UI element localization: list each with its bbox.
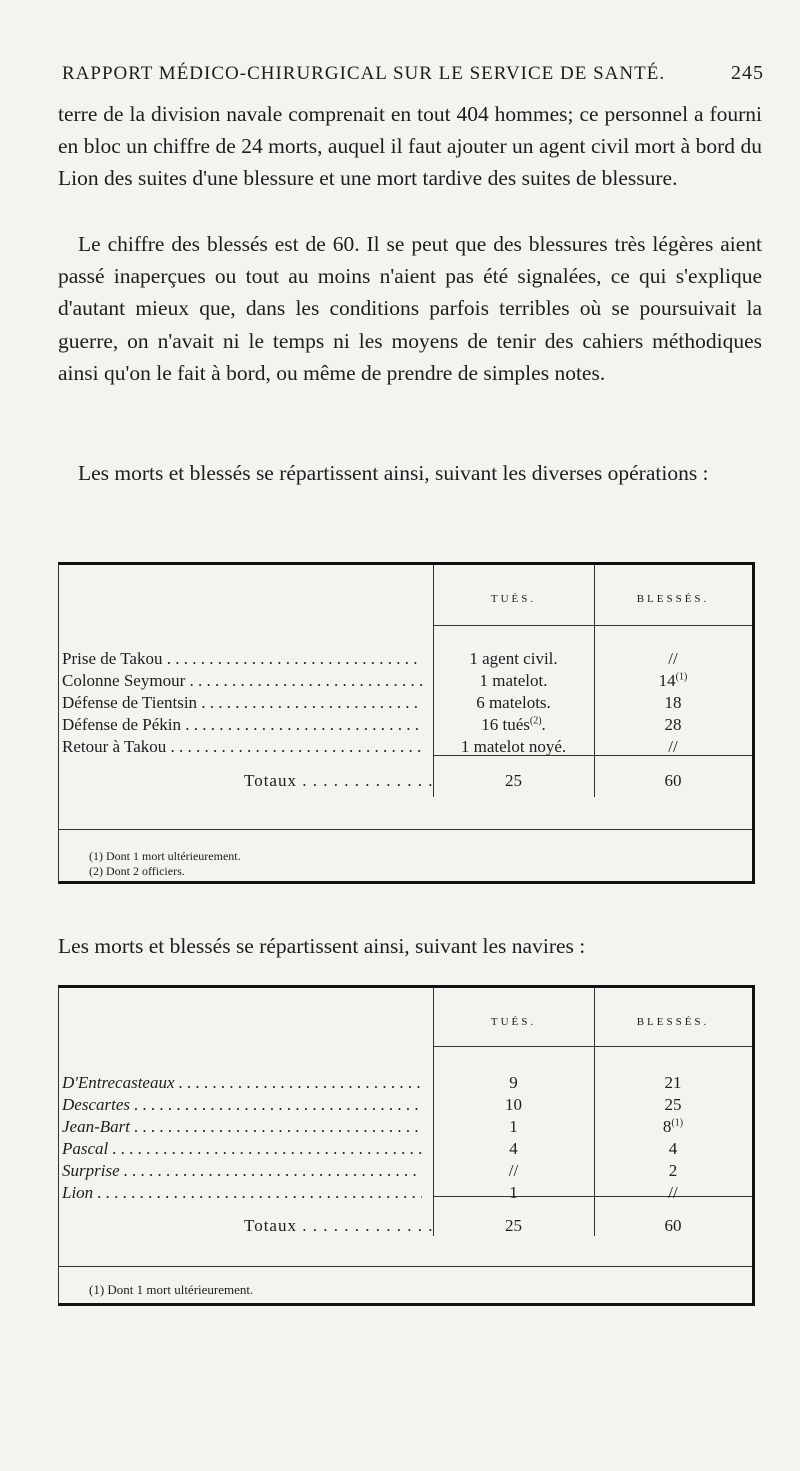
total-blesses: 60	[664, 771, 682, 790]
table-row	[59, 693, 752, 715]
table-row	[59, 737, 752, 759]
row-label: Surprise . . .	[62, 1161, 422, 1181]
col-header-tues: TUÉS.	[490, 1016, 537, 1028]
row-label: Descartes . . .	[62, 1095, 422, 1115]
cell-blesses: 28	[664, 715, 682, 734]
total-tues: 25	[505, 771, 522, 790]
page-number: 245	[731, 62, 764, 84]
cell-blesses: 21	[664, 1073, 682, 1092]
table-footnotes	[89, 849, 241, 879]
total-blesses: 60	[664, 1216, 682, 1235]
col-header-blesses: BLESSÉS.	[636, 593, 710, 605]
cell-tues: 1 matelot.	[479, 671, 548, 690]
table-row	[59, 1139, 752, 1161]
cell-tues: 1	[509, 1183, 518, 1202]
table-row	[59, 1117, 752, 1139]
row-label: Pascal . . .	[62, 1139, 422, 1159]
row-label: D'Entrecasteaux . . .	[62, 1073, 422, 1093]
cell-tues: //	[508, 1161, 519, 1180]
cell-tues: 10	[505, 1095, 522, 1114]
cell-blesses: 25	[664, 1095, 682, 1114]
header-rule	[433, 625, 752, 626]
notes-rule	[59, 829, 752, 830]
paragraph-3: Les morts et blessés se répartissent ainsi, suivant les diverses opérations :	[78, 461, 709, 485]
total-row	[59, 1216, 752, 1238]
total-label: Totaux . . .	[244, 1216, 433, 1236]
running-title: RAPPORT MÉDICO-CHIRURGICAL SUR LE SERVICE DE SANTÉ.	[62, 63, 666, 84]
table-operations	[58, 562, 755, 884]
row-label: Lion . . .	[62, 1183, 422, 1203]
col-header-blesses: BLESSÉS.	[636, 1016, 710, 1028]
page-header	[62, 62, 764, 85]
cell-blesses: 4	[668, 1139, 678, 1158]
table-row	[59, 1183, 752, 1205]
col-header-tues: TUÉS.	[490, 593, 537, 605]
table-row	[59, 671, 752, 693]
cell-tues: 1	[509, 1117, 518, 1136]
cell-tues: 1 matelot noyé.	[460, 737, 567, 756]
cell-tues: 6 matelots.	[476, 693, 551, 712]
table-row	[59, 1073, 752, 1095]
cell-blesses: 8$^{(1)}$	[662, 1117, 684, 1136]
row-label: Colonne Seymour . . .	[62, 671, 422, 691]
cell-blesses: //	[668, 1183, 678, 1202]
paragraph-4: Les morts et blessés se répartissent ainsi, suivant les navires :	[58, 934, 586, 958]
total-label: Totaux . . .	[244, 771, 433, 791]
cell-blesses: 2	[668, 1161, 678, 1180]
row-label: Jean-Bart . . .	[62, 1117, 422, 1137]
cell-tues: 16 tués$^{(2)}$.	[481, 715, 546, 734]
footnote: (1) Dont 1 mort ultérieurement.	[89, 1282, 254, 1297]
paragraph-2: Le chiffre des blessés est de 60. Il se peut que des blessures très légères aient passé inaperçues ou tout au moins n'aient pas été signalées, ce qui s'explique d'autant mieux que, dans les conditions parfois terribles où se poursuivait la guerre, on n'avait ni le temps ni les moyens de tenir des cahiers méthodiques ainsi qu'on le fait à bord, ou même de prendre de simples notes.	[58, 232, 762, 385]
total-row	[59, 771, 752, 793]
table-ships	[58, 985, 755, 1306]
table-footnotes	[89, 1282, 253, 1297]
header-rule	[433, 1046, 752, 1047]
cell-tues: 4	[509, 1139, 518, 1158]
cell-blesses: 18	[664, 693, 682, 712]
table-row	[59, 715, 752, 737]
footnote: (2) Dont 2 officiers.	[89, 864, 185, 878]
footnote: (1) Dont 1 mort ultérieurement.	[89, 849, 241, 863]
row-label: Défense de Pékin . . .	[62, 715, 422, 735]
cell-blesses: //	[668, 737, 678, 756]
table-row	[59, 649, 752, 671]
table-row	[59, 1095, 752, 1117]
cell-tues: 9	[509, 1073, 518, 1092]
cell-blesses: 14$^{(1)}$	[658, 671, 688, 690]
cell-tues: 1 agent civil.	[469, 649, 558, 668]
paragraph-1: terre de la division navale comprenait en tout 404 hommes; ce personnel a fourni en bloc un chiffre de 24 morts, auquel il faut ajouter un agent civil mort à bord du Lion des suites d'une blessure et une mort tardive des suites de blessure.	[58, 102, 762, 191]
row-label: Prise de Takou . . .	[62, 649, 422, 669]
table-row	[59, 1161, 752, 1183]
row-label: Retour à Takou . . .	[62, 737, 422, 757]
total-tues: 25	[505, 1216, 522, 1235]
cell-blesses: //	[668, 649, 678, 668]
notes-rule	[59, 1266, 752, 1267]
row-label: Défense de Tientsin . . .	[62, 693, 422, 713]
